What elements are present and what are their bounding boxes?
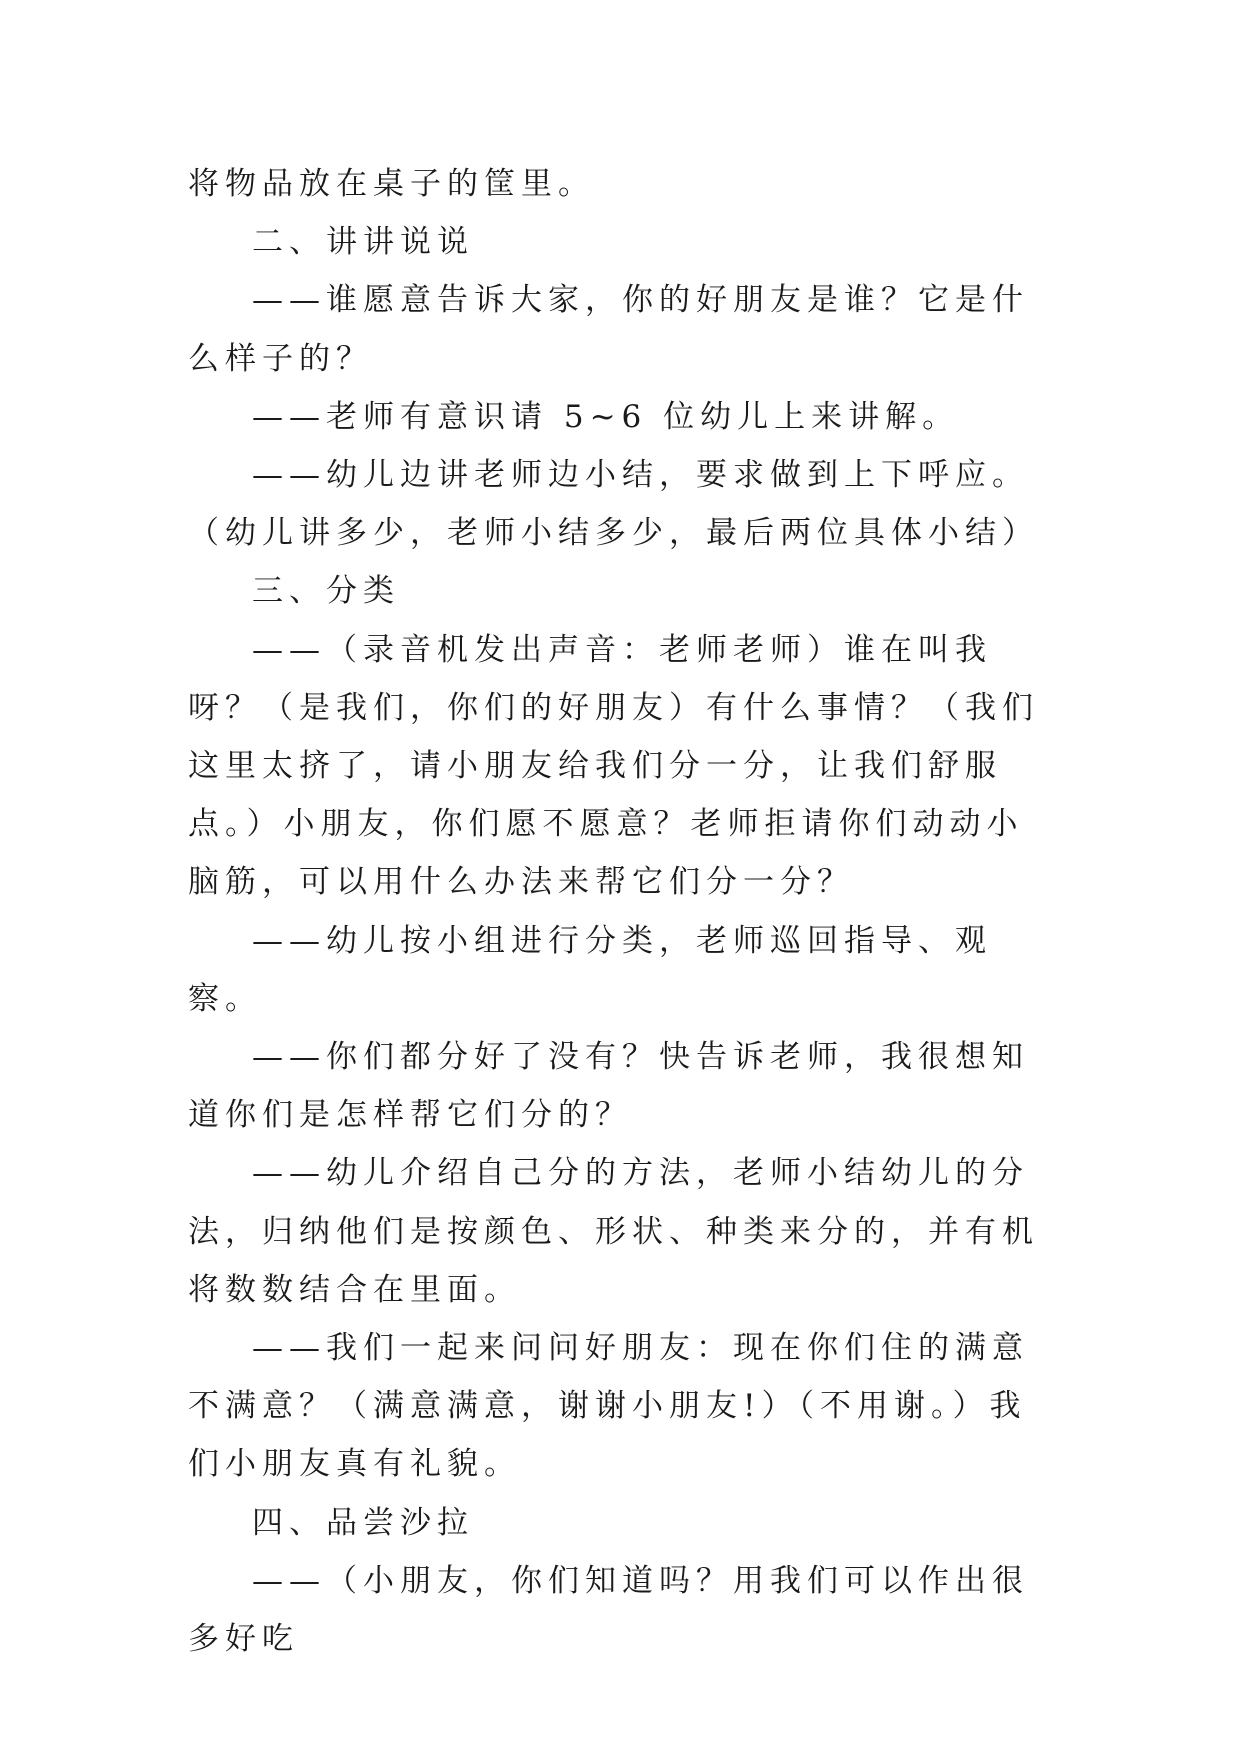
paragraph-group-sort: ——幼儿按小组进行分类，老师巡回指导、观察。 [188,922,992,1017]
section-heading-2: 二、讲讲说说 [252,224,474,261]
paragraph-method: ——幼儿介绍自己分的方法，老师小结幼儿的分法，归纳他们是按颜色、形状、种类来分的，并有机将数数结合在里面。 [188,1155,1039,1308]
paragraph-satisfied: ——我们一起来问问好朋友：现在你们住的满意不满意？（满意满意，谢谢小朋友!）（不用谢。）我们小朋友真有礼貌。 [188,1330,1029,1483]
document-page [188,155,1052,1668]
paragraph-recorder: ——（录音机发出声音：老师老师）谁在叫我呀？（是我们，你们的好朋友）有什么事情？（我们这里太挤了，请小朋友给我们分一分，让我们舒服点。）小朋友，你们愿不愿意？老师拒请你们动动小脑筋，可以用什么办法来帮它们分一分？ [188,631,1039,901]
paragraph-summary: ——幼儿边讲老师边小结，要求做到上下呼应。（幼儿讲多少，老师小结多少，最后两位具体小结） [188,457,1039,552]
section-heading-3: 三、分类 [252,573,400,610]
paragraph-teacher-invite: ——老师有意识请 5~6 位幼儿上来讲解。 [252,398,960,435]
section-heading-4: 四、品尝沙拉 [252,1504,474,1541]
paragraph-question: ——谁愿意告诉大家，你的好朋友是谁？它是什么样子的？ [188,282,1029,377]
paragraph-ask-done: ——你们都分好了没有？快告诉老师，我很想知道你们是怎样帮它们分的？ [188,1039,1029,1134]
paragraph-salad: ——（小朋友，你们知道吗？用我们可以作出很多好吃 [188,1562,1029,1658]
paragraph-intro: 将物品放在桌子的筐里。 [188,166,595,202]
